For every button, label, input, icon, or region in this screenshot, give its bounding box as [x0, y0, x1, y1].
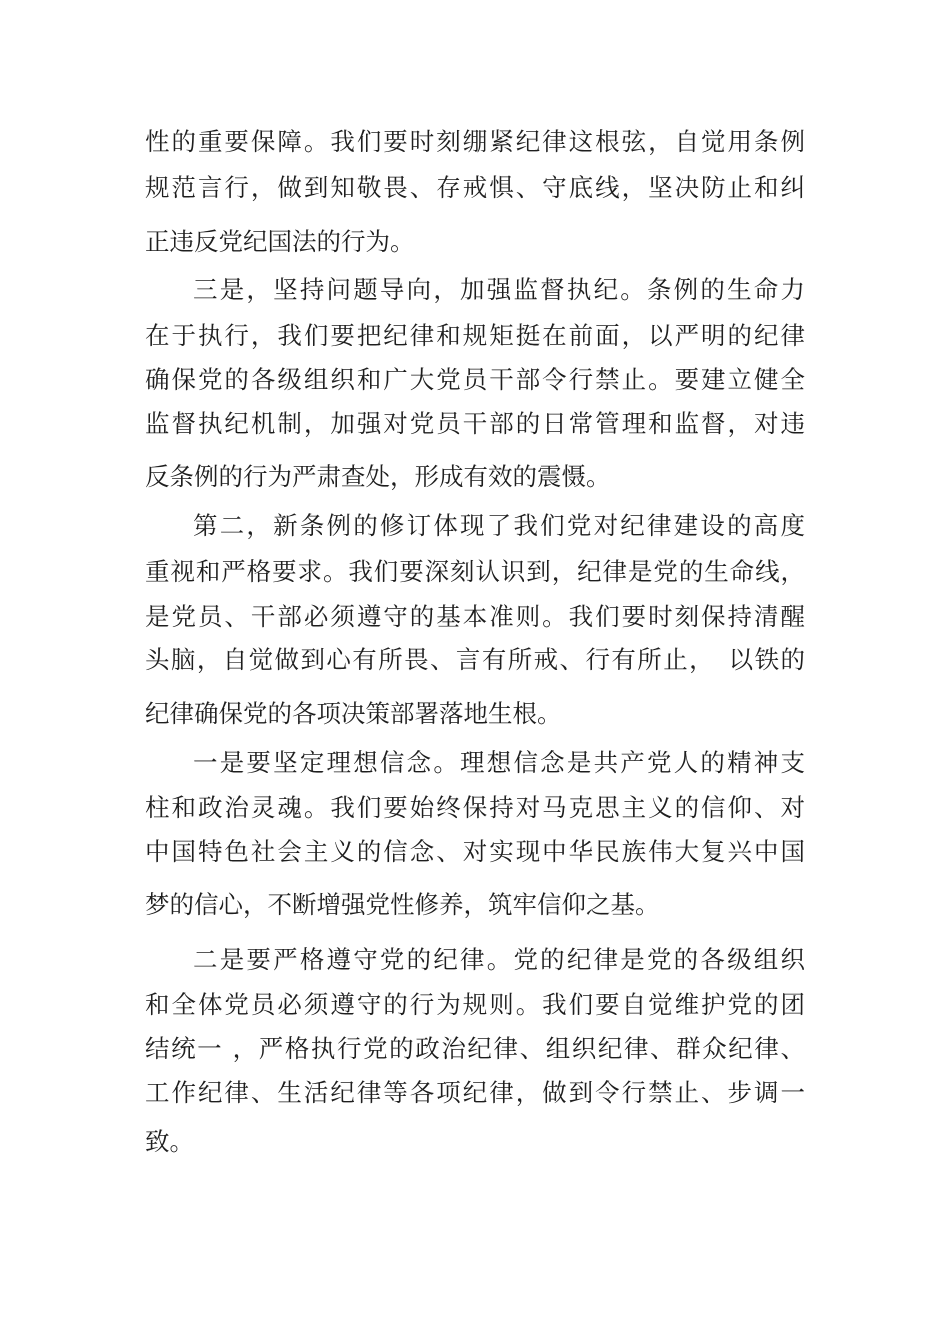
text-line: 确保党的各级组织和广大党员干部令行禁止。要建立健全	[145, 365, 805, 394]
text-line: 和全体党员必须遵守的行为规则。我们要自觉维护党的团	[145, 990, 805, 1019]
text-line: 性的重要保障。我们要时刻绷紧纪律这根弦，自觉用条例	[145, 127, 805, 156]
text-line: 纪律确保党的各项决策部署落地生根。	[145, 699, 562, 728]
text-line: 规范言行，做到知敬畏、存戒惧、守底线，坚决防止和纠	[145, 173, 805, 202]
text-line: 柱和政治灵魂。我们要始终保持对马克思主义的信仰、对	[145, 793, 805, 822]
text-line: 在于执行，我们要把纪律和规矩挺在前面，以严明的纪律	[145, 321, 805, 350]
text-line: 反条例的行为严肃查处，形成有效的震慑。	[145, 462, 611, 491]
text-line: 第二，新条例的修订体现了我们党对纪律建设的高度	[193, 511, 805, 540]
text-line: 正违反党纪国法的行为。	[145, 227, 415, 256]
text-line: 三是，坚持问题导向，加强监督执纪。条例的生命力	[193, 275, 805, 304]
text-line: 二是要严格遵守党的纪律。党的纪律是党的各级组织	[193, 945, 805, 974]
text-line: 监督执纪机制，加强对党员干部的日常管理和监督，对违	[145, 409, 805, 438]
text-line: 工作纪律、生活纪律等各项纪律，做到令行禁止、步调一	[145, 1078, 805, 1107]
text-line: 中国特色社会主义的信念、对实现中华民族伟大复兴中国	[145, 837, 805, 866]
text-line: 一是要坚定理想信念。理想信念是共产党人的精神支	[193, 748, 805, 777]
text-line: 梦的信心，不断增强党性修养，筑牢信仰之基。	[145, 890, 660, 919]
text-line: 是党员、干部必须遵守的基本准则。我们要时刻保持清醒	[145, 602, 805, 631]
text-line: 结统一 ，严格执行党的政治纪律、组织纪律、群众纪律、	[145, 1034, 805, 1063]
text-line: 头脑，自觉做到心有所畏、言有所戒、行有所止， 以铁的	[145, 645, 805, 674]
text-line: 重视和严格要求。我们要深刻认识到，纪律是党的生命线，	[145, 557, 805, 586]
text-line: 致。	[145, 1127, 194, 1156]
